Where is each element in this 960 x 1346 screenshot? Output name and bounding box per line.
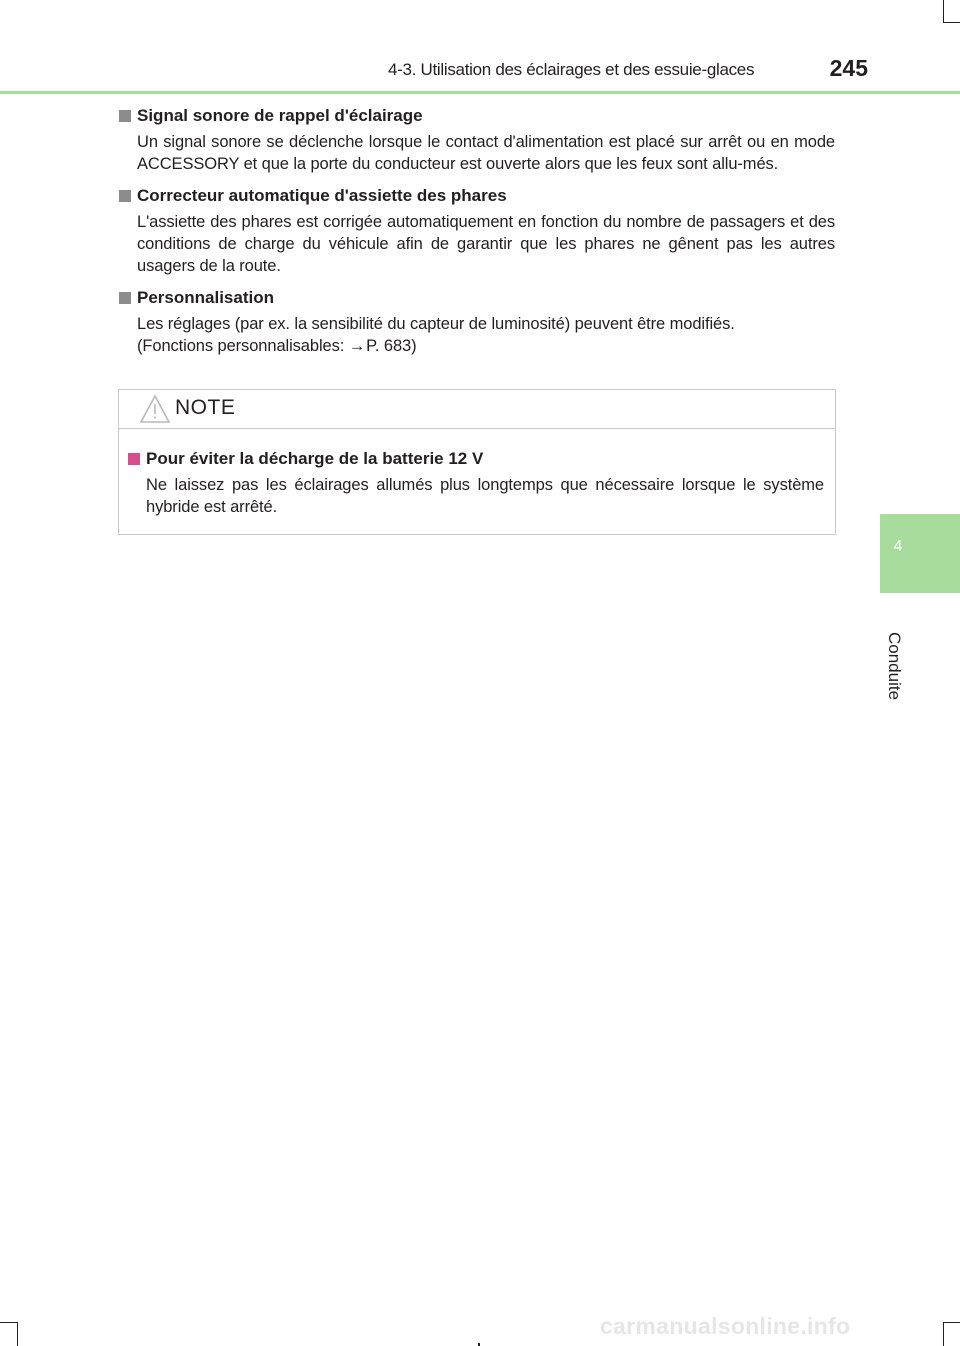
section-headlight-leveling [119, 183, 835, 277]
crop-mark [943, 0, 944, 22]
paragraph: Ne laissez pas les éclairages allumés plus longtemps que nécessaire lorsque le système hybride est arrêté. [146, 476, 824, 516]
chapter-number: 4 [893, 538, 903, 555]
section-heading-text: Signal sonore de rappel d'éclairage [137, 106, 423, 125]
running-header: 4-3. Utilisation des éclairages et des essuie-glaces [388, 60, 755, 79]
main-content [119, 103, 835, 365]
chapter-label-text: Conduite [885, 632, 904, 701]
note-box [118, 389, 836, 535]
crop-mark [0, 1322, 17, 1323]
note-header [119, 390, 835, 429]
square-bullet-icon [119, 292, 131, 304]
chapter-label [883, 632, 905, 732]
header-rule [0, 91, 960, 94]
section-heading [119, 285, 835, 311]
note-section [128, 446, 824, 518]
warning-triangle-icon [139, 394, 171, 424]
reference-prefix: (Fonctions personnalisables: [137, 337, 349, 355]
section-customization [119, 285, 835, 357]
paragraph: L'assiette des phares est corrigée automatiquement en fonction du nombre de passagers et des conditions de charge du véhicule afin de garantir que les phares ne gênent pas les autres usagers de la route. [137, 213, 835, 275]
section-body [137, 131, 835, 175]
note-heading [128, 446, 824, 472]
arrow-right-icon: → [348, 337, 366, 355]
section-heading-text: Correcteur automatique d'assiette des phares [137, 186, 507, 205]
note-heading-text: Pour éviter la décharge de la batterie 12 V [146, 449, 484, 468]
chapter-tab [880, 514, 960, 593]
page-reference-link[interactable]: P. 683) [366, 337, 417, 355]
square-bullet-icon [128, 453, 140, 465]
section-body [137, 211, 835, 277]
square-bullet-icon [119, 110, 131, 122]
section-heading [119, 103, 835, 129]
section-lighting-reminder [119, 103, 835, 175]
note-label: NOTE [175, 396, 236, 419]
note-body [146, 474, 824, 518]
crop-mark [943, 22, 960, 23]
square-bullet-icon [119, 190, 131, 202]
cross-reference [137, 335, 835, 357]
section-heading [119, 183, 835, 209]
paragraph: Un signal sonore se déclenche lorsque le contact d'alimentation est placé sur arrêt ou en mode ACCESSORY et que la porte du conducteur est ouverte alors que les feux sont allu-més. [137, 133, 835, 173]
section-body [137, 313, 835, 357]
watermark: carmanualsonline.info [600, 1313, 851, 1339]
paragraph: Les réglages (par ex. la sensibilité du capteur de luminosité) peuvent être modifiés. [137, 315, 735, 333]
page-number: 245 [829, 55, 868, 81]
crop-mark [17, 1322, 18, 1346]
section-heading-text: Personnalisation [137, 288, 274, 307]
